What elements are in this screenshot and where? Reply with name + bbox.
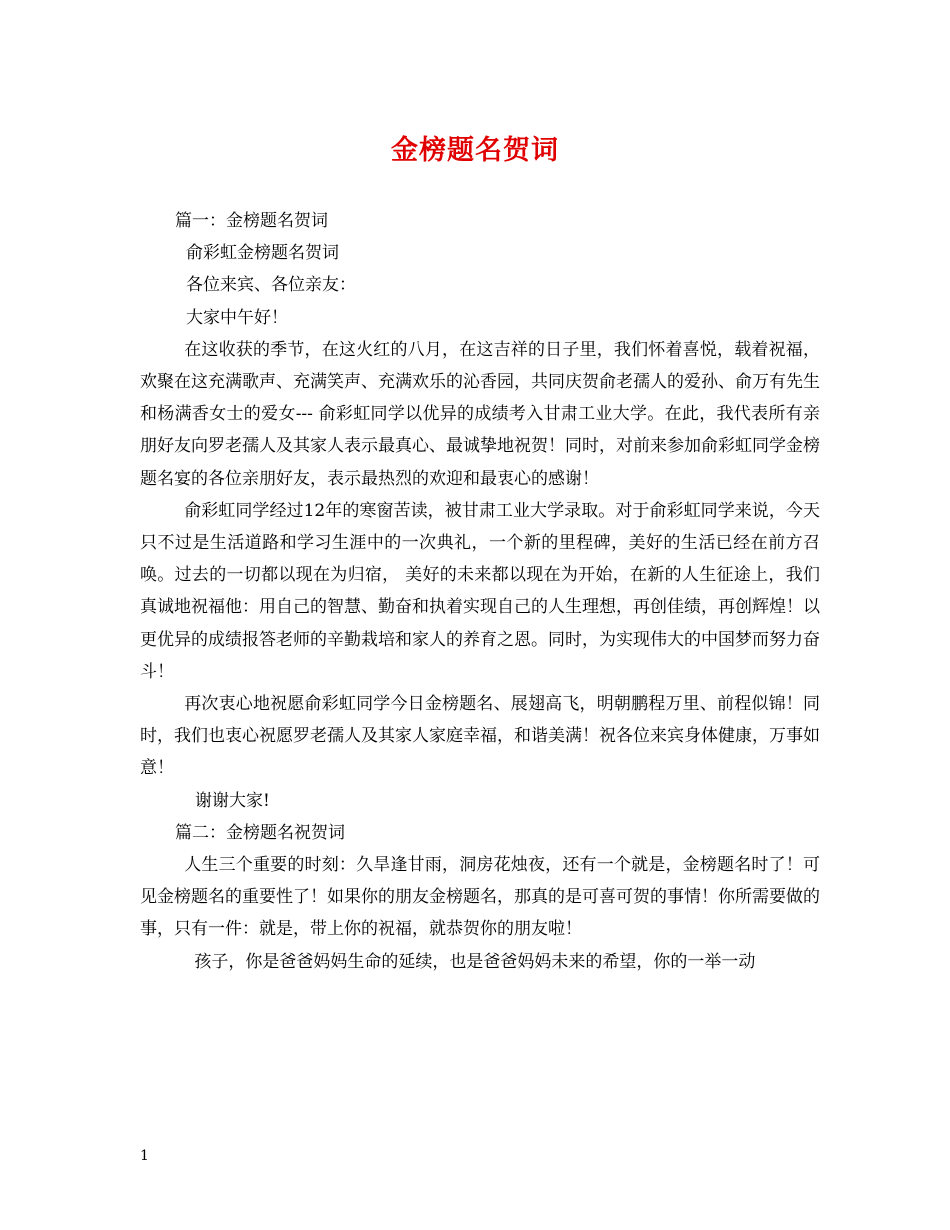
speech-title: 俞彩虹金榜题名贺词 xyxy=(186,243,339,264)
document-title: 金榜题名贺词 xyxy=(391,135,559,166)
greeting: 大家中午好！ xyxy=(186,307,288,328)
paragraph: 俞彩虹同学经过12年的寒窗苦读，被甘肃工业大学录取。对于俞彩虹同学来说，今天只不过是生活道路和学习生涯中的一次典礼，一个新的里程碑，美好的生活已经在前方召唤。过去的一切都以现在为归宿， 美好的未来都以现在为开始，在新的人生征途上，我们真诚地祝福他：用自己的智慧、勤奋和执着实现自己的人生理想，再创佳绩，再创辉煌！以更优异的成绩报答老师的辛勤栽培和家人的养育之恩。同时，为实现伟大的中国梦而努力奋斗！ xyxy=(140,500,820,682)
section-heading-1: 篇一：金榜题名贺词 xyxy=(175,211,328,231)
paragraph: 孩子，你是爸爸妈妈生命的延续，也是爸爸妈妈未来的希望，你的一举一动 xyxy=(194,951,756,972)
section-heading-2: 篇二：金榜题名祝贺词 xyxy=(175,822,345,843)
closing-thanks: 谢谢大家! xyxy=(195,790,270,811)
paragraph: 在这收获的季节，在这火红的八月，在这吉祥的日子里，我们怀着喜悦，载着祝福，欢聚在这充满歌声、充满笑声、充满欢乐的沁香园，共同庆贺俞老孺人的爱孙、俞万有先生和杨满香女士的爱女--- 俞彩虹同学以优异的成绩考入甘肃工业大学。在此，我代表所有亲朋好友向罗老孺人及其家人表示最真心、最诚挚地祝贺！同时，对前来参加俞彩虹同学金榜题名宴的各位亲朋好友，表示最热烈的欢迎和最衷心的感谢！ xyxy=(140,339,820,489)
paragraph: 人生三个重要的时刻：久旱逢甘雨，洞房花烛夜，还有一个就是，金榜题名时了！可见金榜题名的重要性了！如果你的朋友金榜题名，那真的是可喜可贺的事情！你所需要做的事，只有一件：就是，带上你的祝福，就恭贺你的朋友啦！ xyxy=(140,855,820,940)
salutation: 各位来宾、各位亲友： xyxy=(186,275,356,296)
paragraph: 再次衷心地祝愿俞彩虹同学今日金榜题名、展翅高飞，明朝鹏程万里、前程似锦！同时，我们也衷心祝愿罗老孺人及其家人家庭幸福，和谐美满！祝各位来宾身体健康，万事如意！ xyxy=(140,694,820,779)
document-body xyxy=(140,205,820,978)
page-number: 1 xyxy=(140,1148,149,1164)
